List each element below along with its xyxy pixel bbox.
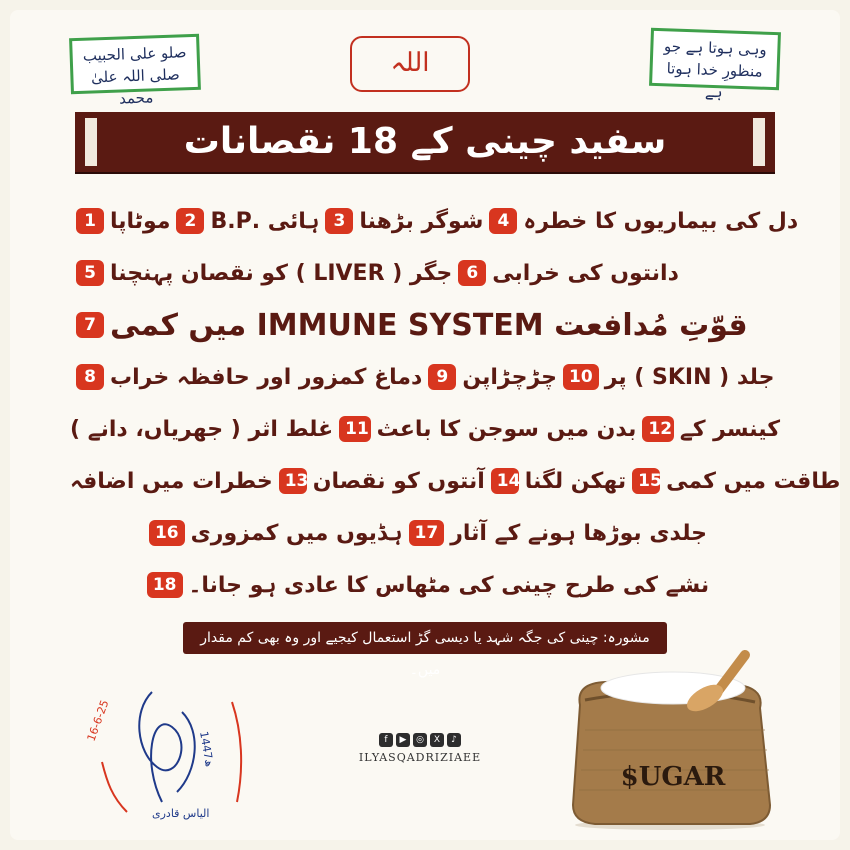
signature-name: الیاس قادری	[152, 807, 210, 820]
item-text: دل کی بیماریوں کا خطرہ	[523, 208, 799, 234]
item-number-badge: 1	[76, 208, 104, 234]
social-block	[340, 733, 500, 764]
harms-line	[70, 351, 780, 403]
item-text: قوّتِ مُدافعت IMMUNE SYSTEM میں کمی	[110, 307, 748, 343]
item-number-badge: 4	[489, 208, 517, 234]
salutation-line-2: صلی اللہ علیٰ محمد	[90, 65, 181, 108]
instagram-icon[interactable]: ◎	[413, 733, 427, 747]
item-text: دانتوں کی خرابی	[492, 260, 679, 286]
harms-list	[70, 195, 841, 611]
quote-line-1: وہی ہوتا ہے جو	[663, 37, 768, 59]
allah-calligraphy-logo: اللہ	[350, 36, 470, 92]
harms-line	[70, 455, 841, 507]
quote-line-2: منظورِ خدا ہوتا ہے	[666, 59, 763, 102]
facebook-icon[interactable]: f	[379, 733, 393, 747]
item-text: جلد ( SKIN ) پر	[604, 364, 775, 390]
sugar-bag-illustration	[555, 640, 785, 830]
item-text: بدن میں سوجن کا باعث	[376, 416, 637, 442]
signature-date: 16-6-25	[84, 698, 112, 744]
handwritten-signature	[82, 672, 262, 822]
item-number-badge: 9	[428, 364, 456, 390]
x-icon[interactable]: X	[430, 733, 444, 747]
salutation-line-1: صلو علی الحبیب	[82, 43, 187, 65]
item-text: چڑچڑاپن	[462, 364, 558, 390]
harms-line	[70, 247, 780, 299]
social-handle: ILYASQADRIZIAEE	[358, 751, 482, 764]
sugar-label: $UGAR	[620, 762, 726, 792]
harms-line	[70, 195, 799, 247]
salutation-note	[69, 34, 201, 108]
item-text: جلدی بوڑھا ہونے کے آثار	[450, 520, 708, 546]
item-text: دماغ کمزور اور حافظہ خراب	[110, 364, 423, 390]
item-text: ہڈیوں میں کمزوری	[190, 520, 403, 546]
item-number-badge: 12	[642, 416, 673, 442]
item-number-badge: 10	[563, 364, 599, 390]
item-text: کینسر کے	[679, 416, 780, 442]
youtube-icon[interactable]: ▶	[396, 733, 410, 747]
item-number-badge: 13	[279, 468, 307, 494]
advice-banner: مشورہ: چینی کی جگہ شہد یا دیسی گڑ استعمال کیجیے اور وہ بھی کم مقدار میں۔	[183, 622, 667, 654]
item-number-badge: 15	[632, 468, 660, 494]
tiktok-icon[interactable]: ♪	[447, 733, 461, 747]
item-number-badge: 18	[147, 572, 183, 598]
signature-hijri: 1447ھ	[197, 730, 217, 768]
quote-note	[649, 28, 781, 102]
item-number-badge: 7	[76, 312, 104, 338]
item-text: ہائی .B.P	[210, 208, 320, 234]
item-text: غلط اثر ( جھریاں، دانے )	[70, 416, 334, 442]
item-text: طاقت میں کمی	[666, 468, 841, 494]
item-text: تھکن لگنا	[524, 468, 627, 494]
item-number-badge: 5	[76, 260, 104, 286]
item-text: شوگر بڑھنا	[359, 208, 484, 234]
item-number-badge: 3	[325, 208, 353, 234]
item-number-badge: 8	[76, 364, 104, 390]
item-text: موٹاپا	[110, 208, 171, 234]
item-number-badge: 17	[409, 520, 445, 546]
item-text: آنتوں کو نقصان	[312, 468, 485, 494]
item-number-badge: 6	[458, 260, 486, 286]
item-text: جگر ( LIVER ) کو نقصان پہنچنا	[110, 260, 453, 286]
item-number-badge: 11	[339, 416, 370, 442]
item-text: خطرات میں اضافہ	[70, 468, 273, 494]
page-title: سفید چینی کے 18 نقصانات	[75, 112, 775, 172]
social-icons	[340, 733, 500, 747]
harms-line	[70, 403, 780, 455]
item-number-badge: 2	[176, 208, 204, 234]
item-number-badge: 16	[149, 520, 185, 546]
item-text: نشے کی طرح چینی کی مٹھاس کا عادی ہو جانا۔	[188, 572, 710, 598]
item-number-badge: 14	[491, 468, 519, 494]
harms-line	[70, 299, 780, 351]
harms-line	[70, 559, 780, 611]
harms-line	[70, 507, 780, 559]
